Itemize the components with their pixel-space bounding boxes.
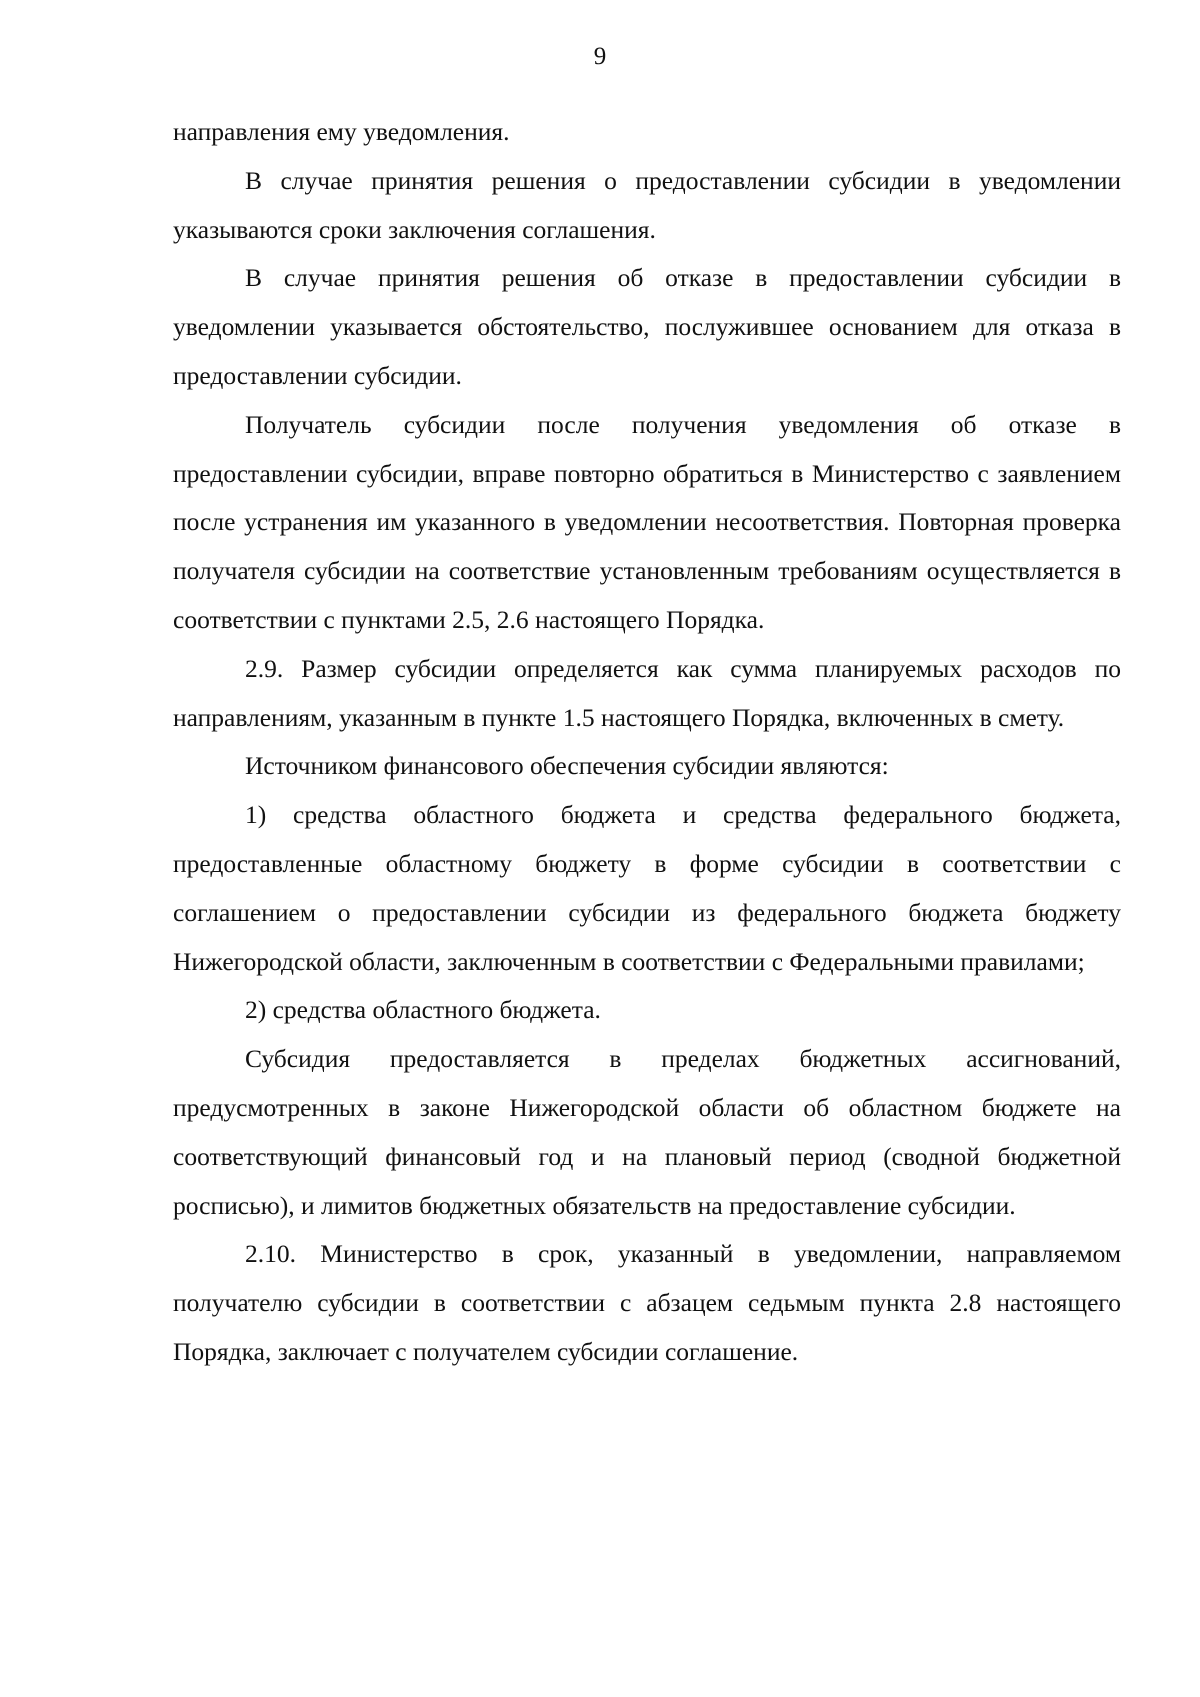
paragraph: В случае принятия решения об отказе в предоставлении субсидии в уведомлении указывается обстоятельство, послужившее основанием для отказа в предоставлении субсидии. (173, 263, 1121, 390)
paragraph: Получатель субсидии после получения уведомления об отказе в предоставлении субсидии, вправе повторно обратиться в Министерство с заявлением после устранения им указанного в уведомлении несоответствия. Повторная проверка получателя субсидии на соответствие установленным требованиям осуществляется в соответствии с пунктами 2.5, 2.6 настоящего Порядка. (173, 409, 1121, 634)
page-number: 9 (593, 43, 607, 70)
paragraph: В случае принятия решения о предоставлении субсидии в уведомлении указываются сроки заключения соглашения. (173, 165, 1121, 244)
paragraph: 2.9. Размер субсидии определяется как сумма планируемых расходов по направлениям, указанным в пункте 1.5 настоящего Порядка, включенных в смету. (173, 653, 1121, 732)
paragraph: Субсидия предоставляется в пределах бюджетных ассигнований, предусмотренных в законе Нижегородской области об областном бюджете на соответствующий финансовый год и на плановый период (сводной бюджетной росписью), и лимитов бюджетных обязательств на предоставление субсидии. (173, 1044, 1121, 1220)
paragraph: 2) средства областного бюджета. (245, 995, 601, 1025)
paragraph: Источником финансового обеспечения субсидии являются: (245, 751, 889, 781)
document-body (173, 108, 1121, 1377)
paragraph: 2.10. Министерство в срок, указанный в уведомлении, направляемом получателю субсидии в соответствии с абзацем седьмым пункта 2.8 настоящего Порядка, заключает с получателем субсидии соглашение. (173, 1239, 1121, 1366)
paragraph: 1) средства областного бюджета и средства федерального бюджета, предоставленные областному бюджету в форме субсидии в соответствии с соглашением о предоставлении субсидии из федерального бюджета бюджету Нижегородской области, заключенным в соответствии с Федеральными правилами; (173, 800, 1121, 976)
paragraph: направления ему уведомления. (173, 117, 510, 146)
